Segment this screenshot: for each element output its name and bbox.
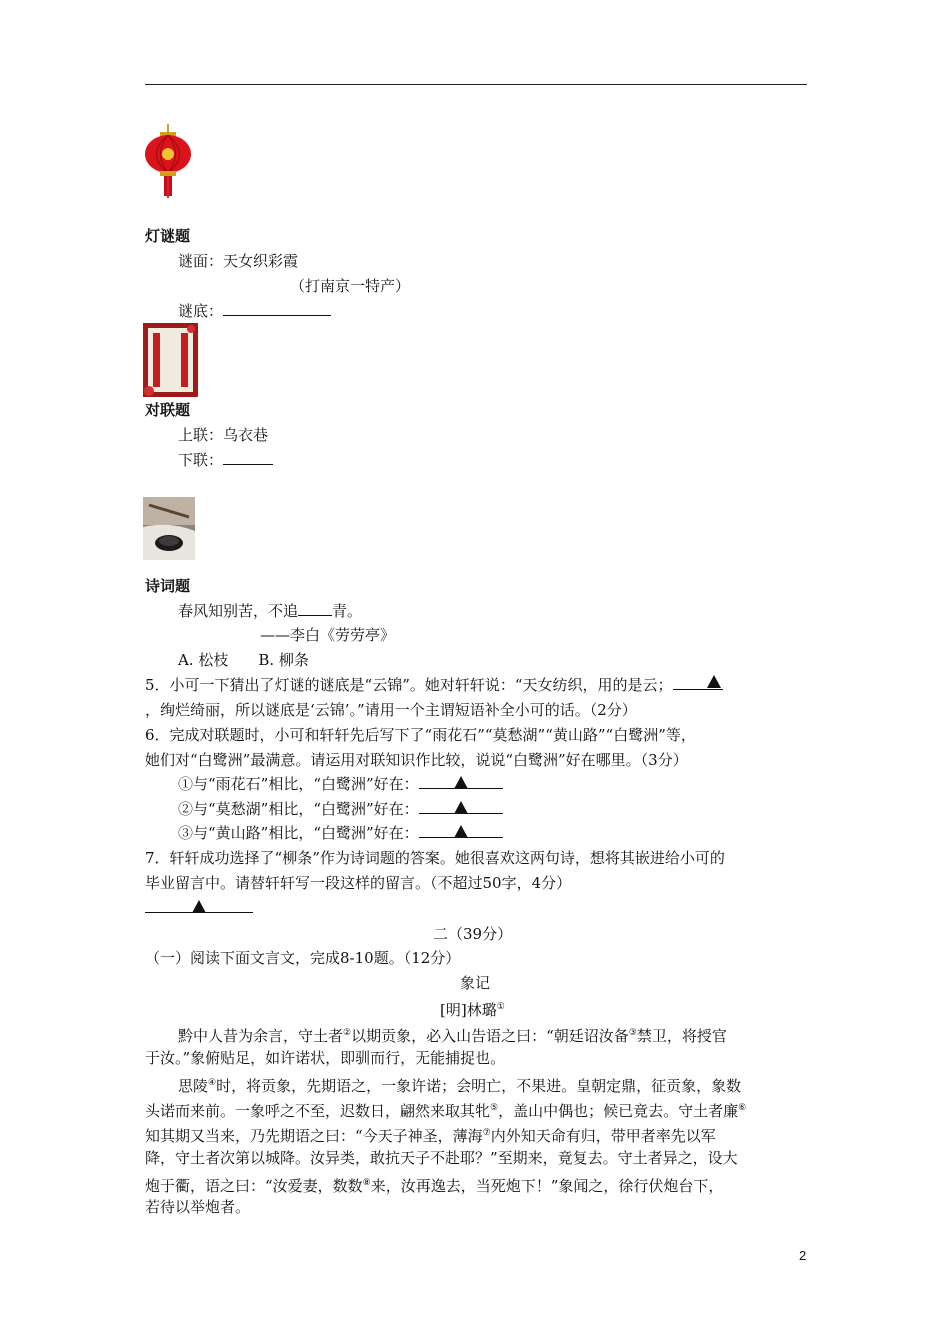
passage-p1-line-2: 于汝。”象俯贴足，如许诺状，即驯而行，无能捕捉也。 [145, 1049, 506, 1067]
passage-p2-line-4: 降，守土者次第以城降。汝异类，敢抗天子不赴耶？”至期来，竟复去。守土者异之，设大 [145, 1149, 738, 1167]
passage-p2-line-5 [145, 1173, 723, 1196]
footnote-mark-5: ⑤ [490, 1103, 499, 1113]
footnote-mark-6: ⑥ [738, 1103, 747, 1113]
lantern-image [143, 124, 193, 200]
question-6-item-1 [178, 774, 503, 794]
poem-section-title: 诗词题 [145, 577, 191, 595]
p2-line5-a: 炮于衢，语之曰：“汝爱妻，数数 [145, 1177, 363, 1195]
lantern-section-title: 灯谜题 [145, 227, 191, 245]
passage-author: [明]林璐 [440, 1001, 497, 1019]
page-number: 2 [799, 1248, 807, 1263]
answer-triangle-icon [707, 675, 721, 688]
answer-triangle-icon [454, 825, 468, 838]
part-2-intro: （一）阅读下面文言文，完成8-10题。（12分） [145, 949, 461, 967]
part-2-heading: 二（39分） [433, 925, 513, 943]
author-footnote-mark: ① [496, 1002, 505, 1012]
question-5-line-2: ，绚烂绮丽，所以谜底是‘云锦’。”请用一个主谓短语补全小可的话。（2分） [145, 701, 637, 719]
p2-line5-b: 来，汝再逸去，当死炮下！”象闻之，徐行伏炮台下， [370, 1177, 724, 1195]
p2-line2-a: 头诺而来前。一象呼之不至，迟数日，翩然来取其牝 [145, 1102, 491, 1120]
passage-p1-line-1 [178, 1023, 727, 1046]
question-7-line-1: 7．轩轩成功选择了“柳条”作为诗词题的答案。她很喜欢这两句诗，想将其嵌进给小可的 [145, 849, 725, 867]
passage-p2-line-1 [178, 1073, 741, 1096]
p2-text-a: 思陵 [178, 1077, 209, 1095]
passage-p2-line-3 [145, 1123, 716, 1146]
poem-blank [298, 601, 332, 616]
p2-line2-b: ，盖山中偶也；候已竟去。守土者廉 [498, 1102, 739, 1120]
poem-line-end: 青。 [332, 602, 363, 620]
ink-brush-image [143, 497, 195, 560]
answer-triangle-icon [454, 801, 468, 814]
q6-item-2-text: ②与“莫愁湖”相比，“白鹭洲”好在： [178, 800, 419, 818]
p2-text-b: 时，将贡象，先期语之，一象许诺；会明亡，不果进。皇朝定鼎，征贡象，象数 [216, 1077, 742, 1095]
q6-item-3-text: ③与“黄山路”相比，“白鹭洲”好在： [178, 824, 419, 842]
poem-line-start: 春风知别苦，不追 [178, 602, 299, 620]
q5-answer-blank [673, 675, 723, 690]
riddle-answer-blank [223, 301, 331, 316]
q6-item-1-blank [419, 774, 503, 789]
question-7-line-2: 毕业留言中。请替轩轩写一段这样的留言。（不超过50字，4分） [145, 874, 572, 892]
question-6-item-2 [178, 799, 503, 819]
poem-options: A. 松枝 B. 柳条 [178, 651, 309, 669]
q6-item-1-text: ①与“雨花石”相比，“白鹭洲”好在： [178, 775, 419, 793]
passage-title: 象记 [460, 974, 491, 992]
passage-p2-line-2 [145, 1098, 746, 1121]
couplet-section-title: 对联题 [145, 401, 191, 419]
riddle-answer-line [178, 301, 331, 321]
poem-author: ——李白《劳劳亭》 [260, 626, 396, 644]
p1-text-b: 以期贡象，必入山告语之曰：“朝廷诏汝备 [351, 1027, 629, 1045]
p1-text-a: 黔中人昔为余言，守土者 [178, 1027, 344, 1045]
header-rule [145, 84, 807, 85]
couplet-image [143, 323, 198, 397]
question-6-line-2: 她们对“白鹭洲”最满意。请运用对联知识作比较，说说“白鹭洲”好在哪里。（3分） [145, 751, 688, 769]
p2-line3-b: 内外知天命有归，带甲者率先以军 [490, 1127, 716, 1145]
riddle-hint: （打南京一特产） [290, 277, 411, 295]
riddle-answer-label: 谜底： [178, 302, 224, 320]
footnote-mark-2: ② [343, 1028, 352, 1038]
couplet-upper: 上联：乌衣巷 [178, 426, 269, 444]
footnote-mark-4: ④ [208, 1078, 217, 1088]
passage-p2-line-6: 若待以举炮者。 [145, 1198, 251, 1216]
q5-text-a: 5．小可一下猜出了灯谜的谜底是“云锦”。她对轩轩说：“天女纺织，用的是云； [145, 676, 673, 694]
poem-line [178, 601, 362, 621]
passage-author-line [440, 997, 505, 1020]
answer-triangle-icon [454, 776, 468, 789]
question-6-line-1: 6．完成对联题时，小可和轩轩先后写下了“雨花石”“莫愁湖”“黄山路”“白鹭洲”等， [145, 726, 696, 744]
q7-answer-blank [145, 898, 253, 913]
q6-item-2-blank [419, 799, 503, 814]
question-7-answer-line [145, 898, 253, 918]
footnote-mark-3: ③ [628, 1028, 637, 1038]
footnote-mark-7: ⑦ [482, 1128, 491, 1138]
question-6-item-3 [178, 823, 503, 843]
question-5-line-1 [145, 675, 723, 695]
couplet-lower-blank [223, 450, 273, 465]
answer-triangle-icon [192, 900, 206, 913]
p2-line3-a: 知其期又当来，乃先期语之曰：“今天子神圣，薄海 [145, 1127, 483, 1145]
couplet-lower-label: 下联： [178, 451, 224, 469]
p1-text-c: 禁卫，将授官 [636, 1027, 727, 1045]
q6-item-3-blank [419, 823, 503, 838]
couplet-lower-line [178, 450, 273, 470]
footnote-mark-8: ⑧ [362, 1178, 371, 1188]
riddle-face: 谜面：天女织彩霞 [178, 252, 299, 270]
